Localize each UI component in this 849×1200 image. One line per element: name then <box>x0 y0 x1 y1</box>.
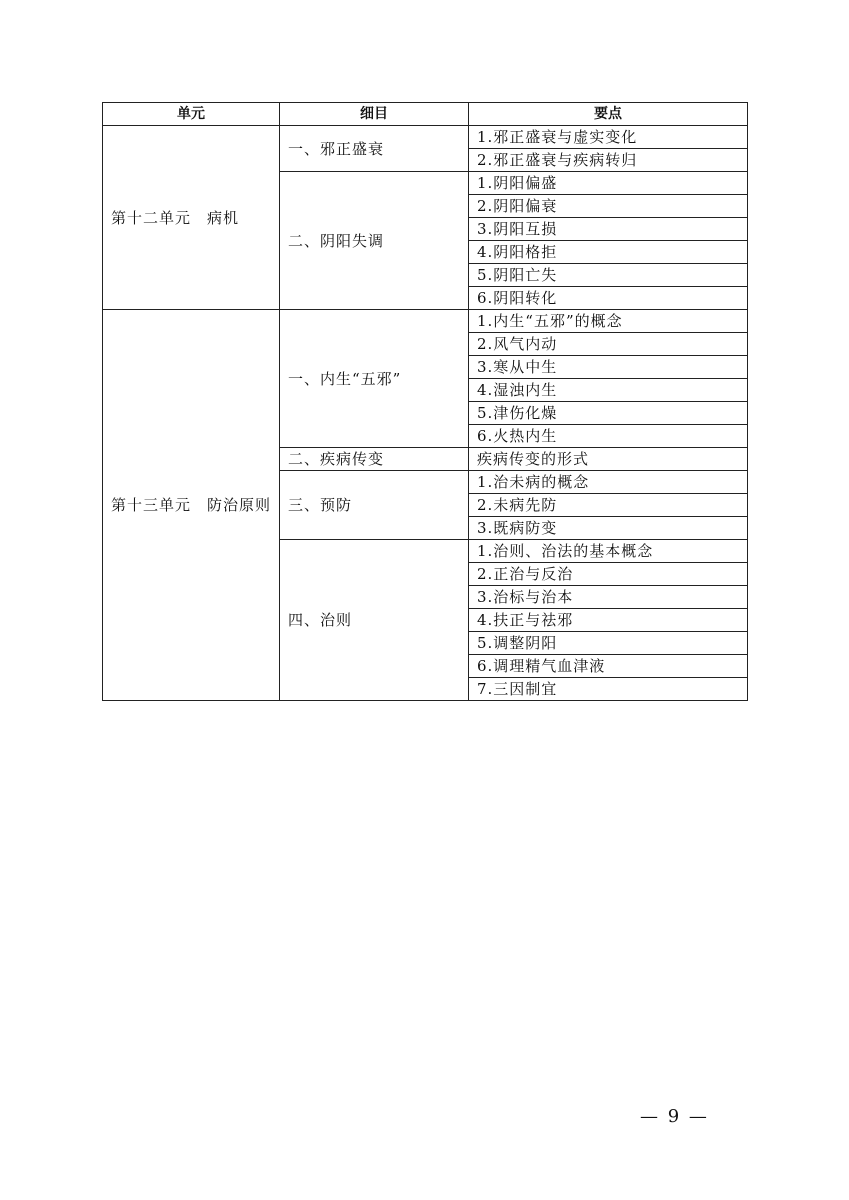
point-cell: 6.调理精气血津液 <box>469 655 748 678</box>
point-cell: 疾病传变的形式 <box>469 448 748 471</box>
unit-cell: 第十二单元 病机 <box>103 126 280 310</box>
point-cell: 3.寒从中生 <box>469 356 748 379</box>
item-cell: 一、内生“五邪” <box>280 310 469 448</box>
point-cell: 4.扶正与祛邪 <box>469 609 748 632</box>
point-cell: 1.阴阳偏盛 <box>469 172 748 195</box>
header-point: 要点 <box>469 103 748 126</box>
point-cell: 6.阴阳转化 <box>469 287 748 310</box>
point-cell: 2.邪正盛衰与疾病转归 <box>469 149 748 172</box>
point-cell: 7.三因制宜 <box>469 678 748 701</box>
point-cell: 4.阴阳格拒 <box>469 241 748 264</box>
item-cell: 三、预防 <box>280 471 469 540</box>
header-unit: 单元 <box>103 103 280 126</box>
table-row <box>103 126 748 149</box>
point-cell: 6.火热内生 <box>469 425 748 448</box>
table-header-row <box>103 103 748 126</box>
point-cell: 2.风气内动 <box>469 333 748 356</box>
point-cell: 3.既病防变 <box>469 517 748 540</box>
point-cell: 4.湿浊内生 <box>469 379 748 402</box>
syllabus-table <box>102 102 748 701</box>
item-cell: 四、治则 <box>280 540 469 701</box>
header-item: 细目 <box>280 103 469 126</box>
unit-cell: 第十三单元 防治原则 <box>103 310 280 701</box>
point-cell: 3.阴阳互损 <box>469 218 748 241</box>
point-cell: 2.阴阳偏衰 <box>469 195 748 218</box>
point-cell: 5.津伤化燥 <box>469 402 748 425</box>
page-number: — 9 — <box>640 1106 709 1127</box>
point-cell: 1.内生“五邪”的概念 <box>469 310 748 333</box>
point-cell: 3.治标与治本 <box>469 586 748 609</box>
point-cell: 2.未病先防 <box>469 494 748 517</box>
point-cell: 5.阴阳亡失 <box>469 264 748 287</box>
point-cell: 2.正治与反治 <box>469 563 748 586</box>
point-cell: 1.治则、治法的基本概念 <box>469 540 748 563</box>
table-row <box>103 310 748 333</box>
item-cell: 一、邪正盛衰 <box>280 126 469 172</box>
point-cell: 1.治未病的概念 <box>469 471 748 494</box>
item-cell: 二、阴阳失调 <box>280 172 469 310</box>
point-cell: 5.调整阴阳 <box>469 632 748 655</box>
item-cell: 二、疾病传变 <box>280 448 469 471</box>
point-cell: 1.邪正盛衰与虚实变化 <box>469 126 748 149</box>
